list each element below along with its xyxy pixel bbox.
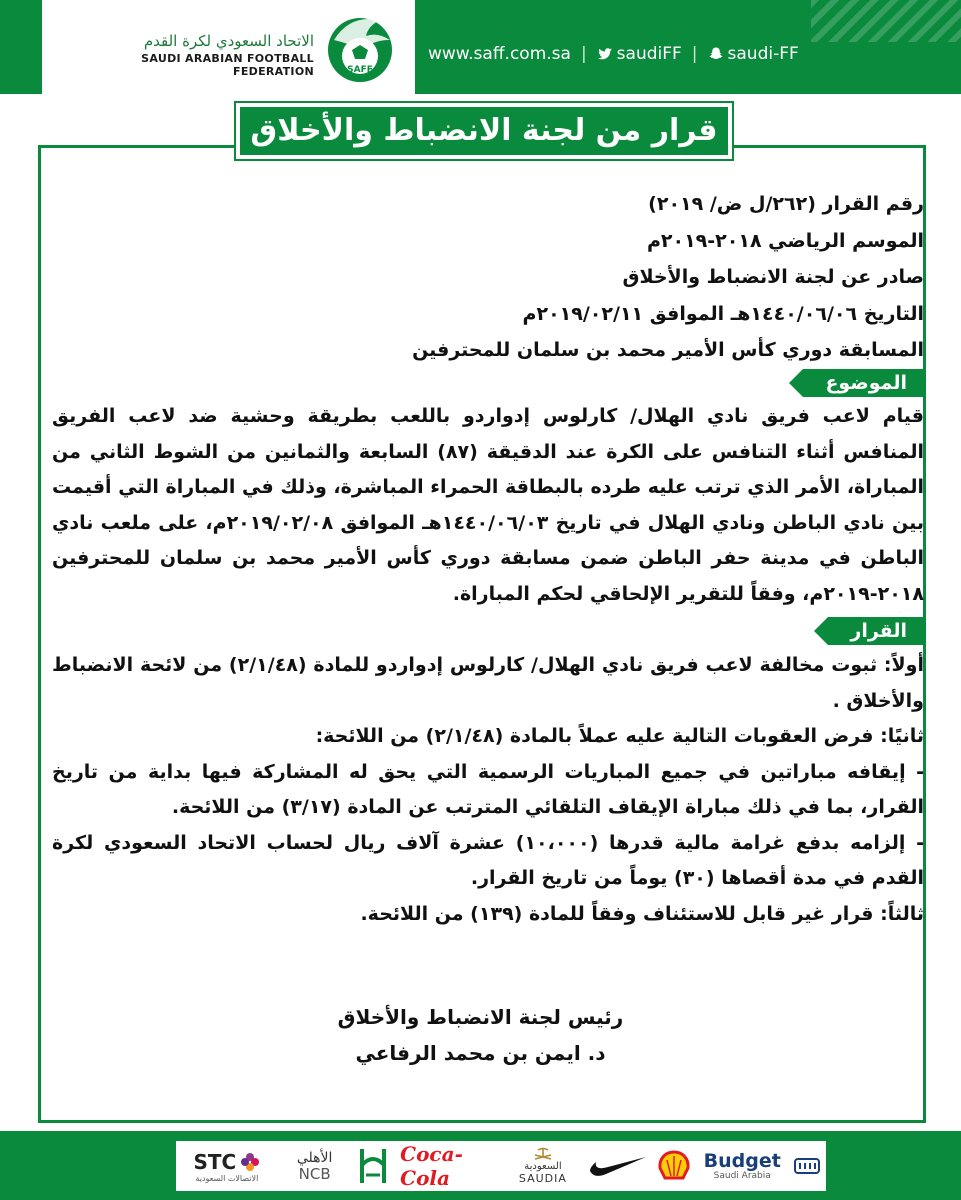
decision-meta: [58, 186, 924, 369]
subject-text: قيام لاعب فريق نادي الهلال/ كارلوس إدواردو باللعب بطريقة وحشية ضد لاعب الفريق المنافس أثناء التنافس على الكرة عند الدقيقة (٨٧) السابعة والثمانين من الشوط الثاني من المباراة، الأمر الذي ترتب عليه طرده بالبطاقة الحمراء المباشرة، وذلك في المباراة التي أقيمت بين نادي الباطن ونادي الهلال في تاريخ ١٤٤٠/٠٦/٠٣هـ الموافق ٢٠١٩/٠٢/٠٨م، على ملعب نادي الباطن في مدينة حفر الباطن ضمن مسابقة دوري كأس الأمير محمد بن سلمان للمحترفين ٢٠١٨-٢٠١٩م، وفقاً للتقرير الإلحاقي لحكم المباراة.: [52, 405, 924, 605]
issued-by: صادر عن لجنة الانضباط والأخلاق: [622, 266, 924, 288]
twitter-handle: saudiFF: [616, 44, 682, 64]
federation-name-english: SAUDI ARABIAN FOOTBALL FEDERATION: [141, 52, 314, 78]
snapchat-link[interactable]: [708, 44, 799, 64]
decision-body: [52, 648, 924, 932]
shell-logo-icon: [657, 1150, 691, 1182]
divider: |: [691, 44, 698, 64]
saudi-emblem-icon: [356, 1145, 390, 1187]
divider: |: [580, 44, 587, 64]
header-left-bar: [0, 0, 42, 94]
sponsors-footer: [0, 1131, 961, 1200]
snapchat-icon: [708, 46, 724, 62]
sponsors-strip: [176, 1141, 826, 1191]
stc-flower-icon: [240, 1152, 260, 1172]
stc-arabic-text: الاتصالات السعودية: [195, 1173, 259, 1183]
signature-role: رئيس لجنة الانضباط والأخلاق: [337, 1005, 624, 1029]
sponsor-cocacola: [400, 1143, 498, 1189]
penalty-suspension: - إيقافه مباراتين في جميع المباريات الرسمية التي يحق له المشاركة فيها بداية من تاريخ القرار، بما في ذلك مباراة الإيقاف التلقائي المترتب عن المادة (٣/١٧) من اللائحة.: [52, 760, 924, 818]
snapchat-handle: saudi-FF: [727, 44, 799, 64]
decision-date: التاريخ ١٤٤٠/٠٦/٠٦هـ الموافق ٢٠١٩/٠٢/١١م: [522, 302, 924, 325]
twitter-link[interactable]: [597, 44, 682, 64]
header-social-links: [428, 42, 799, 66]
sponsor-stc: [181, 1143, 273, 1189]
saudia-logo-text: SAUDIA: [518, 1172, 567, 1185]
palm-swords-icon: [532, 1147, 554, 1161]
decision-number: رقم القرار (٢٦٢/ل ض/ ٢٠١٩): [648, 193, 924, 215]
penalty-fine: - إلزامه بدفع غرامة مالية قدرها (١٠،٠٠٠) عشرة آلاف ريال لحساب الاتحاد السعودي لكرة القدم في مدة أقصاها (٣٠) يوماً من تاريخ القرار.: [52, 831, 924, 889]
page-title: قرار من لجنة الانضباط والأخلاق: [236, 103, 732, 159]
saff-logo-text: SAFF: [347, 65, 373, 75]
sponsor-ncb: [283, 1143, 347, 1189]
twitter-icon: [597, 46, 613, 62]
decision-item-third: ثالثاً: قرار غير قابل للاستئناف وفقاً للمادة (١٣٩) من اللائحة.: [360, 902, 924, 925]
budget-subtitle: Saudi Arabia: [713, 1170, 771, 1181]
header-stripes: [811, 0, 961, 42]
ncb-logo-text: NCB: [298, 1165, 331, 1183]
decision-label: القرار: [828, 617, 923, 645]
saudia-arabic-text: السعودية: [524, 1161, 562, 1172]
stc-logo-text: STC: [193, 1149, 237, 1174]
signature-name: د. ايمن بن محمد الرفاعي: [355, 1041, 606, 1065]
budget-logo-text: Budget: [703, 1149, 781, 1172]
website-link[interactable]: www.saff.com.sa: [428, 44, 571, 64]
decision-item-first: أولاً: ثبوت مخالفة لاعب فريق نادي الهلال/ كارلوس إدواردو للمادة (٢/١/٤٨) من لائحة الانضباط والأخلاق .: [52, 654, 925, 712]
competition: المسابقة دوري كأس الأمير محمد بن سلمان للمحترفين: [412, 339, 924, 361]
sports-season: الموسم الرياضي ٢٠١٨-٢٠١٩م: [646, 229, 924, 252]
saff-logo: [320, 10, 400, 86]
subject-label: الموضوع: [803, 369, 923, 397]
ncb-arabic-text: الأهلي: [296, 1150, 333, 1166]
sponsor-budget: [701, 1143, 783, 1189]
cocacola-logo-text: Coca-Cola: [400, 1142, 463, 1190]
sponsor-saudia: [508, 1143, 578, 1189]
federation-name-arabic: الاتحاد السعودي لكرة القدم: [143, 32, 314, 50]
nike-swoosh-icon: [588, 1153, 648, 1179]
decision-item-second: ثانيًا: فرض العقوبات التالية عليه عملاً بالمادة (٢/١/٤٨) من اللائحة:: [315, 725, 924, 747]
pro-league-icon: [793, 1155, 821, 1177]
